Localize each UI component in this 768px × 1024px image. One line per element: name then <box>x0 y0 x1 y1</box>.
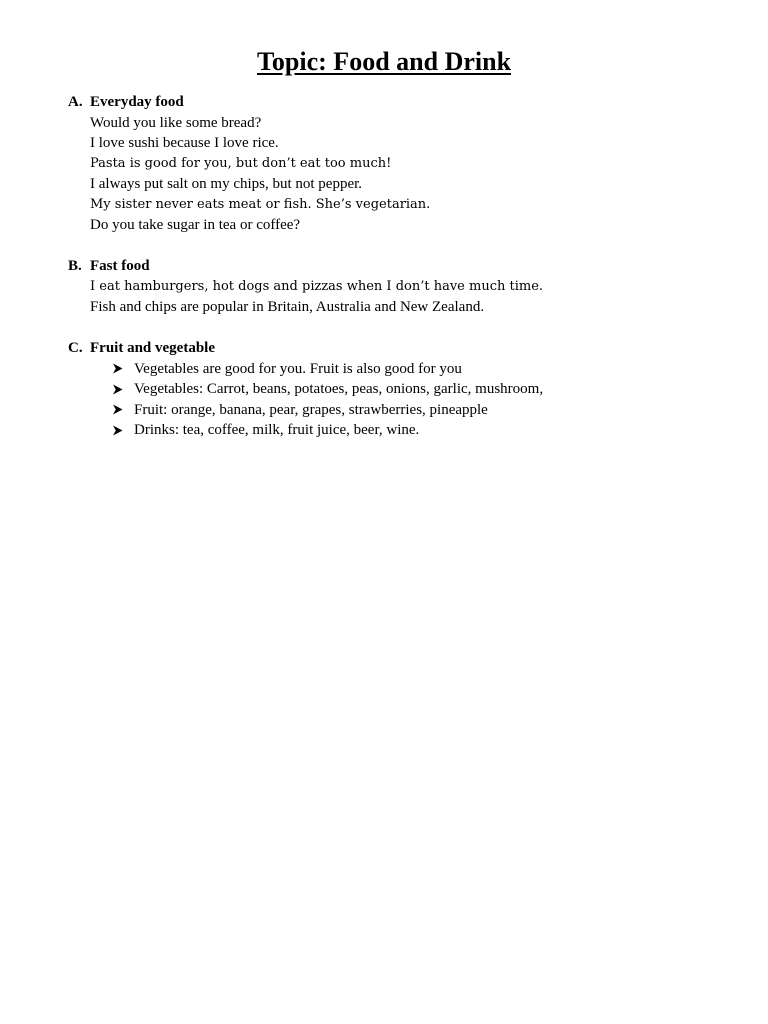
list-item-text: Vegetables are good for you. Fruit is also good for you <box>134 360 462 377</box>
text-line: My sister never eats meat or fish. She’s vegetarian. <box>90 196 431 212</box>
text-line: I eat hamburgers, hot dogs and pizzas when I don’t have much time. <box>90 278 544 294</box>
list-item-text: Drinks: tea, coffee, milk, fruit juice, beer, wine. <box>134 422 420 438</box>
section-fast-food <box>68 256 708 318</box>
section-title: Fast food <box>90 258 150 274</box>
section-letter: B. <box>68 258 82 274</box>
list-item <box>68 420 708 441</box>
section-fruit-and-vegetable <box>68 338 708 441</box>
list-item <box>68 379 708 400</box>
section-title: Fruit and vegetable <box>90 340 215 356</box>
text-line: Pasta is good for you, but don’t eat too much! <box>90 155 392 171</box>
arrowhead-bullet-icon <box>112 384 134 395</box>
section-heading <box>68 338 708 359</box>
arrowhead-bullet-icon <box>112 425 134 436</box>
list-item <box>68 359 708 380</box>
bullet-list <box>68 359 708 441</box>
arrowhead-bullet-icon <box>112 363 134 374</box>
section-title: Everyday food <box>90 94 184 110</box>
text-line: Do you take sugar in tea or coffee? <box>90 217 301 233</box>
section-letter: C. <box>68 340 83 356</box>
text-line: I love sushi because I love rice. <box>90 135 279 151</box>
text-line: Fish and chips are popular in Britain, Australia and New Zealand. <box>90 299 485 315</box>
text-line: I always put salt on my chips, but not pepper. <box>90 176 363 192</box>
section-letter: A. <box>68 94 83 110</box>
list-item <box>68 400 708 421</box>
page-title: Topic: Food and Drink <box>256 47 512 76</box>
section-everyday-food <box>68 92 708 236</box>
section-heading <box>68 92 708 113</box>
section-heading <box>68 256 708 277</box>
arrowhead-bullet-icon <box>112 404 134 415</box>
list-item-text: Fruit: orange, banana, pear, grapes, strawberries, pineapple <box>134 401 488 418</box>
list-item-text: Vegetables: Carrot, beans, potatoes, peas, onions, garlic, mushroom, <box>134 381 544 397</box>
text-line: Would you like some bread? <box>90 114 262 131</box>
